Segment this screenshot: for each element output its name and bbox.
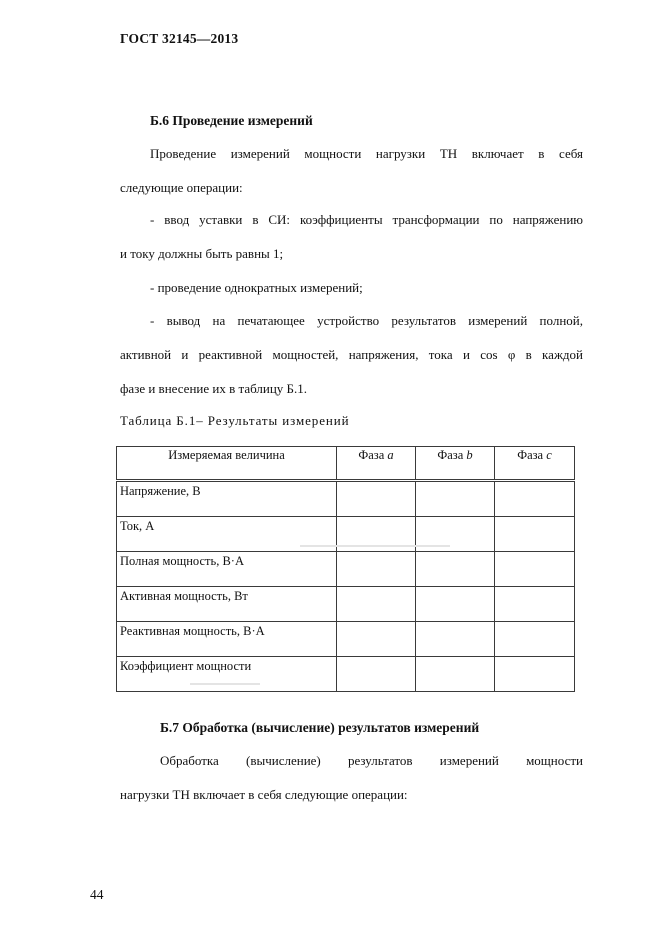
table-row xyxy=(117,552,575,587)
header-quantity: Измеряемая величина xyxy=(117,447,337,481)
table-row xyxy=(117,481,575,517)
row-quantity: Реактивная мощность, В·А xyxy=(117,622,337,657)
cell-phase-c xyxy=(495,622,575,657)
results-table xyxy=(116,446,575,692)
section-heading-b7: Б.7 Обработка (вычисление) результатов измерений xyxy=(160,720,480,735)
scan-artifact xyxy=(190,683,260,685)
header-phase-a xyxy=(337,447,416,481)
row-quantity: Ток, А xyxy=(117,517,337,552)
header-phase-b xyxy=(416,447,495,481)
phase-label: Фаза xyxy=(358,448,385,462)
phase-letter: c xyxy=(546,448,552,462)
document-header: ГОСТ 32145—2013 xyxy=(120,31,239,46)
cell-phase-c xyxy=(495,481,575,517)
cell-phase-a xyxy=(337,657,416,692)
table-header-row xyxy=(117,447,575,481)
cell-phase-c xyxy=(495,517,575,552)
cell-phase-c xyxy=(495,587,575,622)
list-item-line: и току должны быть равны 1; xyxy=(120,246,284,261)
row-quantity: Активная мощность, Вт xyxy=(117,587,337,622)
cell-phase-c xyxy=(495,657,575,692)
table-row xyxy=(117,587,575,622)
cell-phase-a xyxy=(337,481,416,517)
scan-artifact xyxy=(300,545,450,547)
section-heading-b6: Б.6 Проведение измерений xyxy=(150,113,313,128)
row-quantity: Напряжение, В xyxy=(117,481,337,517)
list-item-line: - проведение однократных измерений; xyxy=(150,280,363,295)
paragraph-line: Обработка (вычисление) результатов измерений мощности xyxy=(160,753,583,768)
paragraph-line: нагрузки ТН включает в себя следующие операции: xyxy=(120,787,408,802)
phase-label: Фаза xyxy=(517,448,544,462)
page-number: 44 xyxy=(90,887,104,902)
cell-phase-b xyxy=(416,587,495,622)
table-row xyxy=(117,657,575,692)
cell-phase-b xyxy=(416,622,495,657)
table-row xyxy=(117,622,575,657)
cell-phase-b xyxy=(416,481,495,517)
paragraph-line: следующие операции: xyxy=(120,180,243,195)
header-phase-c xyxy=(495,447,575,481)
row-quantity: Коэффициент мощности xyxy=(117,657,337,692)
paragraph-line: Проведение измерений мощности нагрузки ТН включает в себя xyxy=(150,146,583,161)
list-item-line: - вывод на печатающее устройство результатов измерений полной, xyxy=(150,313,583,328)
list-item-line: фазе и внесение их в таблицу Б.1. xyxy=(120,381,307,396)
table-caption: Таблица Б.1– Результаты измерений xyxy=(120,413,350,428)
phase-letter: b xyxy=(466,448,473,462)
cell-phase-a xyxy=(337,587,416,622)
row-quantity: Полная мощность, В·А xyxy=(117,552,337,587)
list-item-line: - ввод уставки в СИ: коэффициенты трансформации по напряжению xyxy=(150,212,583,227)
list-item-line: активной и реактивной мощностей, напряжения, тока и cos φ в каждой xyxy=(120,347,583,362)
cell-phase-b xyxy=(416,552,495,587)
cell-phase-a xyxy=(337,552,416,587)
phase-label: Фаза xyxy=(437,448,464,462)
cell-phase-c xyxy=(495,552,575,587)
cell-phase-b xyxy=(416,657,495,692)
phase-letter: a xyxy=(387,448,394,462)
cell-phase-a xyxy=(337,622,416,657)
